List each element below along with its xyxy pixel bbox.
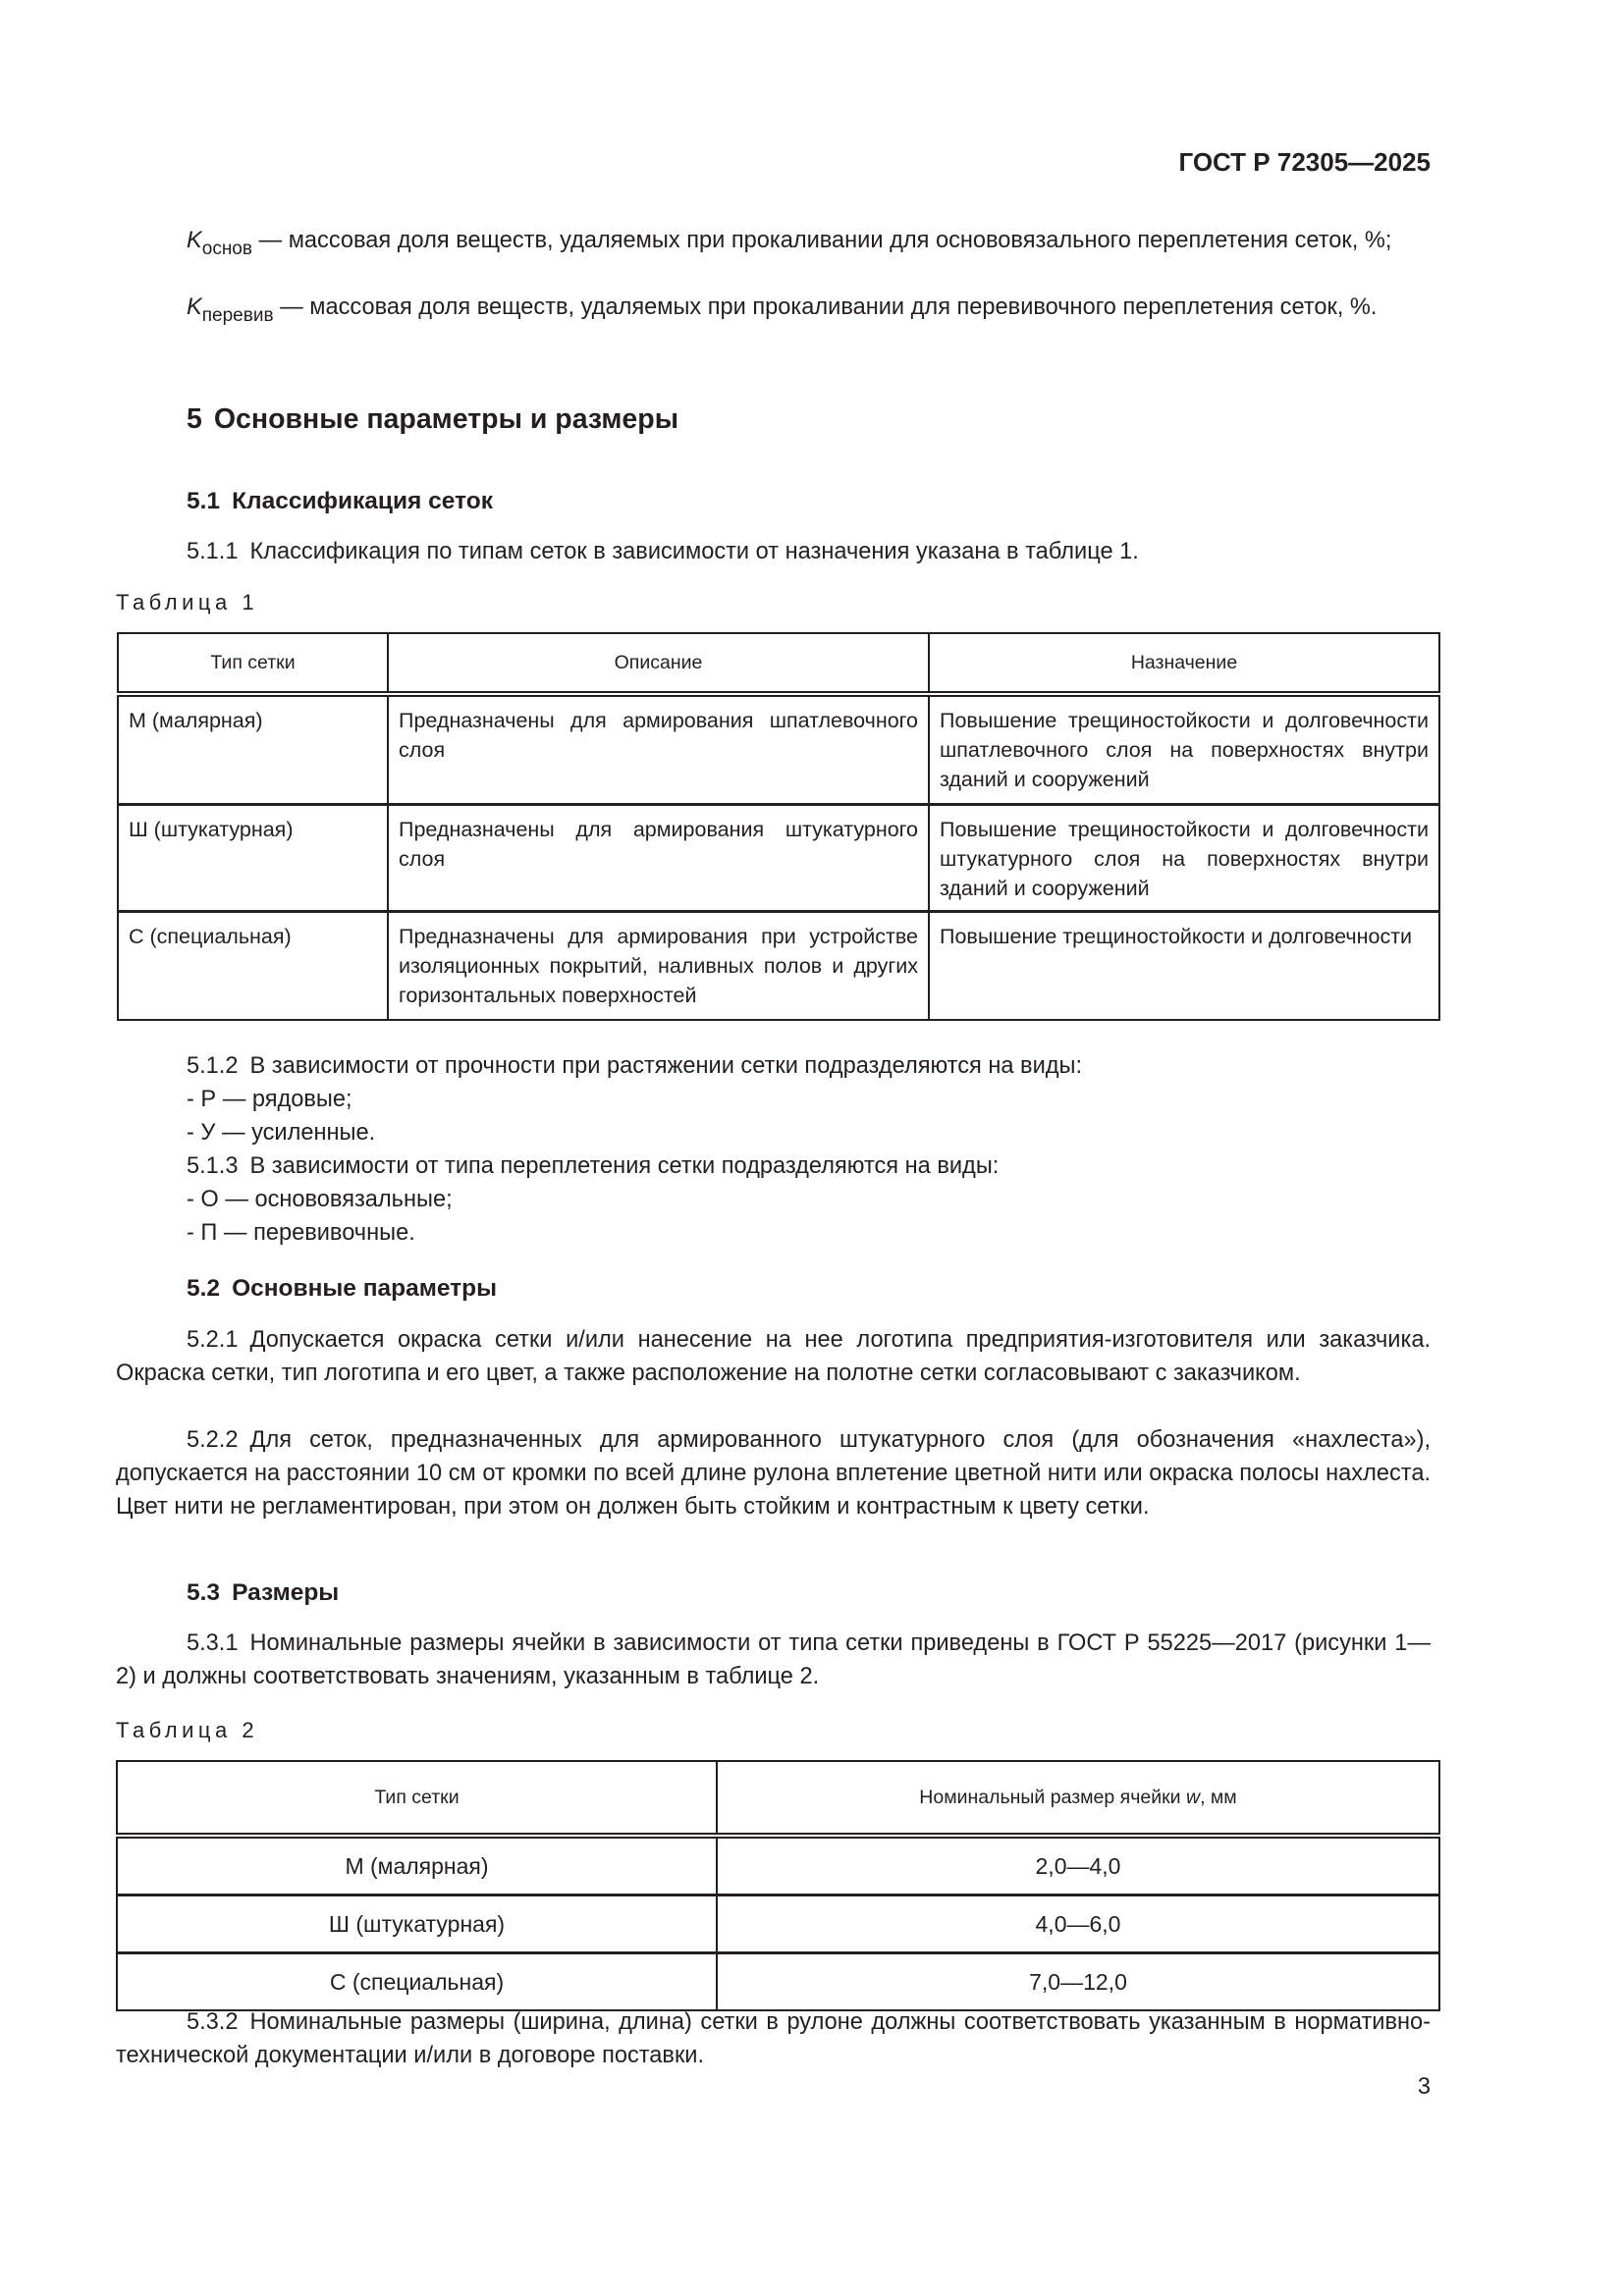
subsection-title: Размеры — [232, 1579, 340, 1606]
definition-k-osnov — [116, 224, 1431, 259]
clause-number: 5.3.2 — [187, 2009, 239, 2035]
table-header-row — [118, 633, 1439, 694]
section-title: Основные параметры и размеры — [213, 403, 679, 435]
paragraph-5-2-1 — [116, 1323, 1431, 1390]
subsection-number: 5.2 — [187, 1275, 221, 1302]
document-code-header: ГОСТ Р 72305—2025 — [1178, 147, 1431, 177]
clause-text: Допускается окраска сетки и/или нанесение на нее логотипа предприятия-изготовителя или заказчика. Окраска сетки, тип логотипа и его цвет, а также расположение на полотне сетки согласовывают с заказчиком. — [116, 1327, 1431, 1386]
subsection-5-3-heading — [187, 1576, 339, 1610]
list-item: - Р — рядовые; — [187, 1087, 352, 1112]
definition-subscript: основ — [201, 239, 252, 259]
clause-text: Классификация по типам сеток в зависимости от назначения указана в таблице 1. — [249, 539, 1139, 564]
table-row — [117, 1896, 1439, 1953]
cell-type: С (специальная) — [117, 1953, 717, 2011]
cell-purpose: Повышение трещиностойкости и долговечности — [929, 912, 1439, 1021]
list-item: - П — перевивочные. — [187, 1220, 415, 1246]
definition-symbol: K — [187, 228, 202, 253]
clause-text: В зависимости от типа переплетения сетки подразделяются на виды: — [249, 1153, 1000, 1179]
section-number: 5 — [187, 403, 202, 435]
cell-description: Предназначены для армирования при устройстве изоляционных покрытий, наливных полов и других горизонтальных поверхностей — [388, 912, 929, 1021]
table-row — [118, 912, 1439, 1021]
column-header-purpose: Назначение — [929, 633, 1439, 694]
paragraph-5-1-3 — [187, 1149, 1431, 1183]
definition-subscript: перевив — [201, 305, 274, 326]
definition-text: — массовая доля веществ, удаляемых при прокаливании для основовязального переплетения сеток, %; — [251, 228, 1392, 253]
list-item: - У — усиленные. — [187, 1120, 376, 1146]
header-variable: w — [1185, 1787, 1201, 1808]
table-row — [118, 694, 1439, 805]
column-header-type: Тип сетки — [118, 633, 388, 694]
cell-type: Ш (штукатурная) — [118, 805, 388, 912]
cell-size: 7,0—12,0 — [717, 1953, 1439, 2011]
clause-number: 5.1.1 — [187, 539, 239, 564]
list-item: - О — основовязальные; — [187, 1187, 453, 1212]
column-header-type: Тип сетки — [117, 1761, 717, 1836]
subsection-number: 5.3 — [187, 1579, 221, 1606]
subsection-title: Основные параметры — [232, 1275, 498, 1302]
cell-size: 2,0—4,0 — [717, 1836, 1439, 1896]
table-row — [117, 1836, 1439, 1896]
definition-text: — массовая доля веществ, удаляемых при прокаливании для перевивочного переплетения сеток, %. — [273, 294, 1378, 320]
clause-number: 5.2.2 — [187, 1427, 239, 1453]
paragraph-5-1-1 — [187, 535, 1431, 568]
clause-number: 5.1.3 — [187, 1153, 239, 1179]
paragraph-5-3-2 — [116, 2005, 1431, 2072]
column-header-description: Описание — [388, 633, 929, 694]
header-unit: , мм — [1200, 1787, 1237, 1808]
subsection-number: 5.1 — [187, 488, 221, 514]
section-5-heading — [187, 402, 678, 436]
cell-description: Предназначены для армирования шпатлевочного слоя — [388, 694, 929, 805]
table-1-caption: Таблица 1 — [116, 590, 259, 614]
table-2-caption: Таблица 2 — [116, 1718, 259, 1742]
column-header-cell-size — [717, 1761, 1439, 1836]
cell-description: Предназначены для армирования штукатурного слоя — [388, 805, 929, 912]
cell-type: С (специальная) — [118, 912, 388, 1021]
table-row — [117, 1953, 1439, 2011]
cell-type: М (малярная) — [118, 694, 388, 805]
paragraph-5-1-2 — [187, 1049, 1431, 1083]
paragraph-5-3-1 — [116, 1627, 1431, 1693]
cell-type: Ш (штукатурная) — [117, 1896, 717, 1953]
definition-symbol: K — [187, 294, 202, 320]
subsection-5-2-heading — [187, 1272, 497, 1306]
table-row — [118, 805, 1439, 912]
clause-text: Номинальные размеры ячейки в зависимости от типа сетки приведены в ГОСТ Р 55225—2017 (рисунки 1—2) и должны соответствовать значениям, указанным в таблице 2. — [116, 1630, 1431, 1689]
table-header-row — [117, 1761, 1439, 1836]
paragraph-5-2-2 — [116, 1423, 1431, 1523]
clause-number: 5.3.1 — [187, 1630, 239, 1656]
cell-purpose: Повышение трещиностойкости и долговечности штукатурного слоя на поверхностях внутри зданий и сооружений — [929, 805, 1439, 912]
clause-number: 5.2.1 — [187, 1327, 239, 1353]
cell-purpose: Повышение трещиностойкости и долговечности шпатлевочного слоя на поверхностях внутри зданий и сооружений — [929, 694, 1439, 805]
subsection-title: Классификация сеток — [232, 488, 493, 514]
header-text: Номинальный размер ячейки — [919, 1787, 1186, 1808]
clause-number: 5.1.2 — [187, 1053, 239, 1079]
subsection-5-1-heading — [187, 485, 493, 518]
cell-type: М (малярная) — [117, 1836, 717, 1896]
table-2-mesh-cell-sizes — [116, 1760, 1440, 2011]
clause-text: Номинальные размеры (ширина, длина) сетки в рулоне должны соответствовать указанным в нормативно-технической документации и/или в договоре поставки. — [116, 2009, 1431, 2068]
cell-size: 4,0—6,0 — [717, 1896, 1439, 1953]
definition-k-perevic — [116, 291, 1431, 326]
page-number: 3 — [1417, 2074, 1431, 2100]
table-1-mesh-types — [117, 632, 1440, 1021]
clause-text: Для сеток, предназначенных для армированного штукатурного слоя (для обозначения «нахлеста»), допускается на расстоянии 10 см от кромки по всей длине рулона вплетение цветной нити или окраска полосы нахлеста. Цвет нити не регламентирован, при этом он должен быть стойким и контрастным к цвету сетки. — [116, 1427, 1431, 1520]
clause-text: В зависимости от прочности при растяжении сетки подразделяются на виды: — [249, 1053, 1083, 1079]
